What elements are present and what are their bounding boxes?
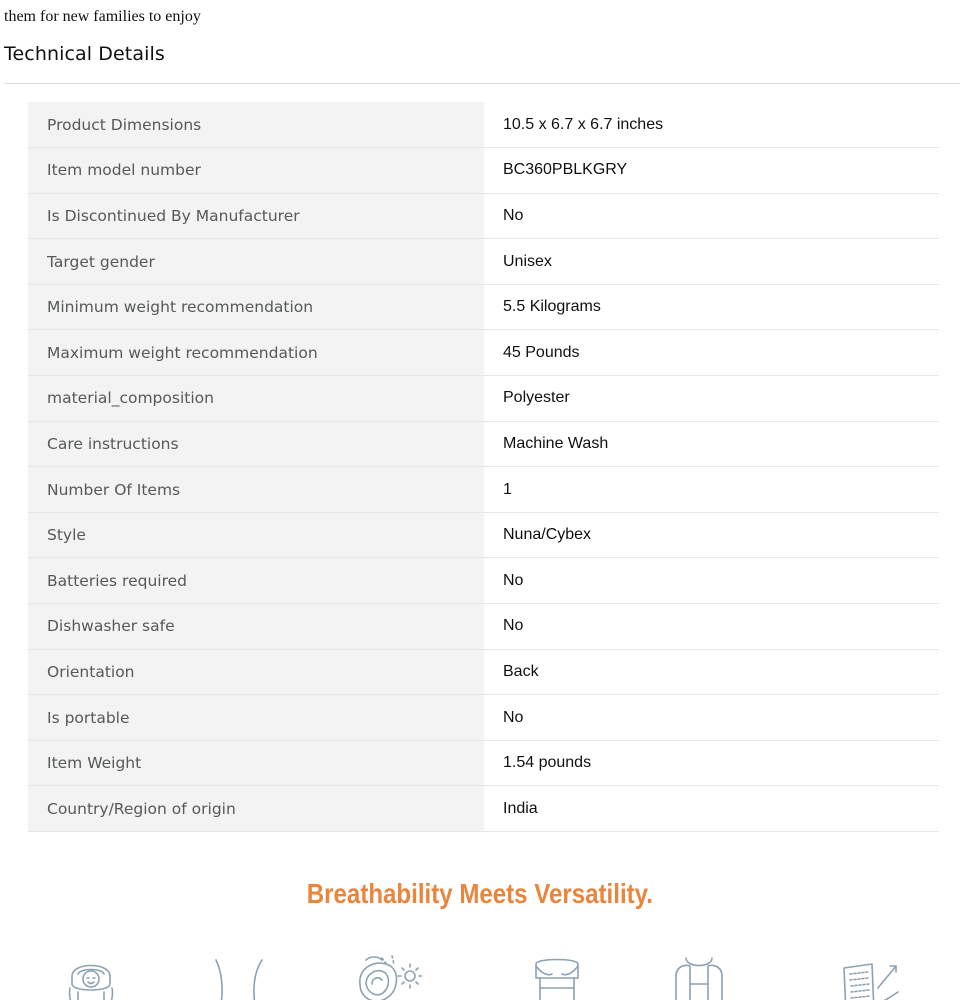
spec-value: No <box>484 558 939 604</box>
table-row <box>28 421 939 467</box>
carrier-sun-icon <box>352 954 422 1000</box>
spec-label: Item Weight <box>28 740 484 786</box>
spec-label: Orientation <box>28 649 484 695</box>
table-row <box>28 695 939 741</box>
spec-label: Care instructions <box>28 421 484 467</box>
mesh-fabric-icon <box>834 954 904 1000</box>
section-title: Technical Details <box>4 43 165 65</box>
spec-value: Polyester <box>484 376 939 422</box>
spec-label: Batteries required <box>28 558 484 604</box>
table-row <box>28 284 939 330</box>
table-row <box>28 102 939 148</box>
spec-value: 45 Pounds <box>484 330 939 376</box>
spec-value: 1 <box>484 467 939 513</box>
section-divider <box>4 83 960 84</box>
spec-label: Minimum weight recommendation <box>28 284 484 330</box>
backpack-carrier-icon <box>522 954 592 1000</box>
table-row <box>28 786 939 832</box>
shoulder-straps-icon <box>664 954 734 1000</box>
spec-value: 5.5 Kilograms <box>484 284 939 330</box>
table-row <box>28 558 939 604</box>
spec-label: Item model number <box>28 148 484 194</box>
spec-value: No <box>484 193 939 239</box>
baby-carrier-icon <box>56 954 126 1000</box>
table-row <box>28 740 939 786</box>
table-row <box>28 193 939 239</box>
spec-value: Unisex <box>484 239 939 285</box>
spec-value: 1.54 pounds <box>484 740 939 786</box>
spec-value: No <box>484 695 939 741</box>
table-row <box>28 148 939 194</box>
spec-value: BC360PBLKGRY <box>484 148 939 194</box>
curved-lines-icon <box>200 954 270 1000</box>
spec-label: Style <box>28 512 484 558</box>
spec-label: material_composition <box>28 376 484 422</box>
spec-label: Is portable <box>28 695 484 741</box>
technical-details-table <box>28 102 939 832</box>
spec-value: 10.5 x 6.7 x 6.7 inches <box>484 102 939 148</box>
table-row <box>28 604 939 650</box>
table-row <box>28 330 939 376</box>
table-row <box>28 376 939 422</box>
spec-value: Nuna/Cybex <box>484 512 939 558</box>
table-row <box>28 649 939 695</box>
spec-label: Product Dimensions <box>28 102 484 148</box>
spec-label: Number Of Items <box>28 467 484 513</box>
spec-value: No <box>484 604 939 650</box>
intro-text: them for new families to enjoy <box>4 8 201 25</box>
table-row <box>28 239 939 285</box>
spec-value: India <box>484 786 939 832</box>
spec-value: Machine Wash <box>484 421 939 467</box>
spec-label: Dishwasher safe <box>28 604 484 650</box>
spec-value: Back <box>484 649 939 695</box>
spec-label: Target gender <box>28 239 484 285</box>
spec-label: Is Discontinued By Manufacturer <box>28 193 484 239</box>
spec-label: Maximum weight recommendation <box>28 330 484 376</box>
banner-heading: Breathability Meets Versatility. <box>306 878 653 909</box>
table-row <box>28 467 939 513</box>
spec-label: Country/Region of origin <box>28 786 484 832</box>
table-row <box>28 512 939 558</box>
